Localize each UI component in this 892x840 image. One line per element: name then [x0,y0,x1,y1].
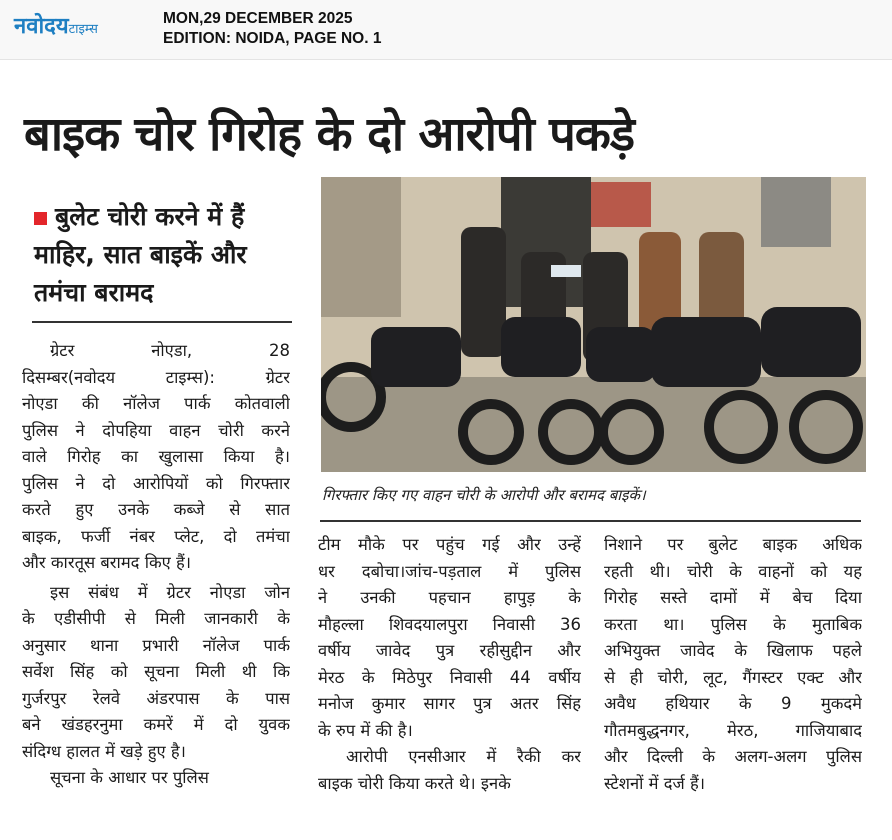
divider [320,520,861,522]
article-line: वर्षीय जावेद पुत्र रहीसुद्दीन और [318,641,581,660]
article-line: इस संबंध में ग्रेटर नोएडा जोन [50,582,290,602]
article-line: आरोपी एनसीआर में रैकी कर [346,747,581,766]
publish-date: MON,29 DECEMBER 2025 [163,10,353,27]
article-line: रहती थी। चोरी के वाहनों को यह [604,561,862,581]
article-line: बाइक, फर्जी नंबर प्लेट, दो तमंचा [22,526,290,546]
headline: बाइक चोर गिरोह के दो आरोपी पकड़े [24,107,635,162]
article-line: गुर्जरपुर रेलवे अंडरपास के पास [22,688,290,708]
article-line: अवैध हथियार के 9 मुकदमे [604,694,862,713]
article-line: करता था। पुलिस के मुताबिक [604,614,862,634]
red-square-bullet-icon [34,212,47,225]
divider [32,321,292,323]
article-line: के एडीसीपी से मिली जानकारी के [22,609,290,628]
article-column-1 [22,338,290,792]
article-line: दिसम्बर(नवोदय टाइम्स): ग्रेटर [22,367,290,387]
subheadline: बुलेट चोरी करने में हैं माहिर, सात बाइकें और तमंचा बरामद [34,202,247,307]
article-line: बाइक चोरी किया करते थे। इनके [318,773,511,793]
article-line: ने उनकी पहचान हापुड़ के [318,588,581,607]
article-line: धर दबोचा।जांच-पड़ताल में पुलिस [318,561,581,581]
article-line: अनुसार थाना प्रभारी नॉलेज पार्क [22,635,290,655]
edition-page: EDITION: NOIDA, PAGE NO. 1 [163,30,382,47]
newspaper-logo [14,10,98,40]
article-line: के रुप में की है। [318,720,413,740]
header-bar [0,0,892,60]
article-line: पुलिस ने दो आरोपियों को गिरफ्तार [22,473,290,493]
article-line: गौतमबुद्धनगर, मेरठ, गाजियाबाद [604,720,862,740]
article-line: टीम मौके पर पहुंच गई और उन्हें [318,535,581,554]
article-line: नोएडा की नॉलेज पार्क कोतवाली [22,394,290,413]
article-column-3 [604,532,862,797]
article-line: सर्वेश सिंह को सूचना मिली थी कि [22,662,290,681]
edition-info [163,9,381,49]
article-line: से ही चोरी, लूट, गैंगस्टर एक्ट और [604,667,862,687]
article-line: पुलिस ने दोपहिया वाहन चोरी करने [22,420,290,440]
logo-main: नवोदय [14,14,69,39]
article-line: मनोज कुमार सागर पुत्र अतर सिंह [318,694,581,713]
article-photo [321,177,866,472]
article-line: स्टेशनों में दर्ज हैं। [604,773,706,793]
article-line: गिरोह सस्ते दामों में बेच दिया [604,588,862,607]
article-line: और दिल्ली के अलग-अलग पुलिस [604,747,862,766]
article-line: मेरठ के मिठेपुर निवासी 44 वर्षीय [318,667,581,687]
article-line: मौहल्ला शिवदयालपुरा निवासी 36 [318,614,581,634]
article-line: सूचना के आधार पर पुलिस [50,768,209,787]
article-line: निशाने पर बुलेट बाइक अधिक [604,535,862,554]
photo-caption: गिरफ्तार किए गए वाहन चोरी के आरोपी और बरामद बाइकें। [322,486,646,504]
article-line: संदिग्ध हालत में खड़े हुए है। [22,741,186,761]
article-line: अभियुक्त जावेद के खिलाफ पहले [604,641,862,660]
logo-sub: टाइम्स [68,22,98,37]
article-line: और कारतूस बरामद किए हैं। [22,553,192,572]
article-line: करते हुए उनके कब्जे से सात [22,500,290,519]
article-line: वाले गिरोह का खुलासा किया है। [22,447,290,466]
article-line: बने खंडहरनुमा कमरें में दो युवक [22,715,290,734]
article-column-2 [318,532,581,797]
article-line: ग्रेटर नोएडा, 28 [50,341,290,360]
